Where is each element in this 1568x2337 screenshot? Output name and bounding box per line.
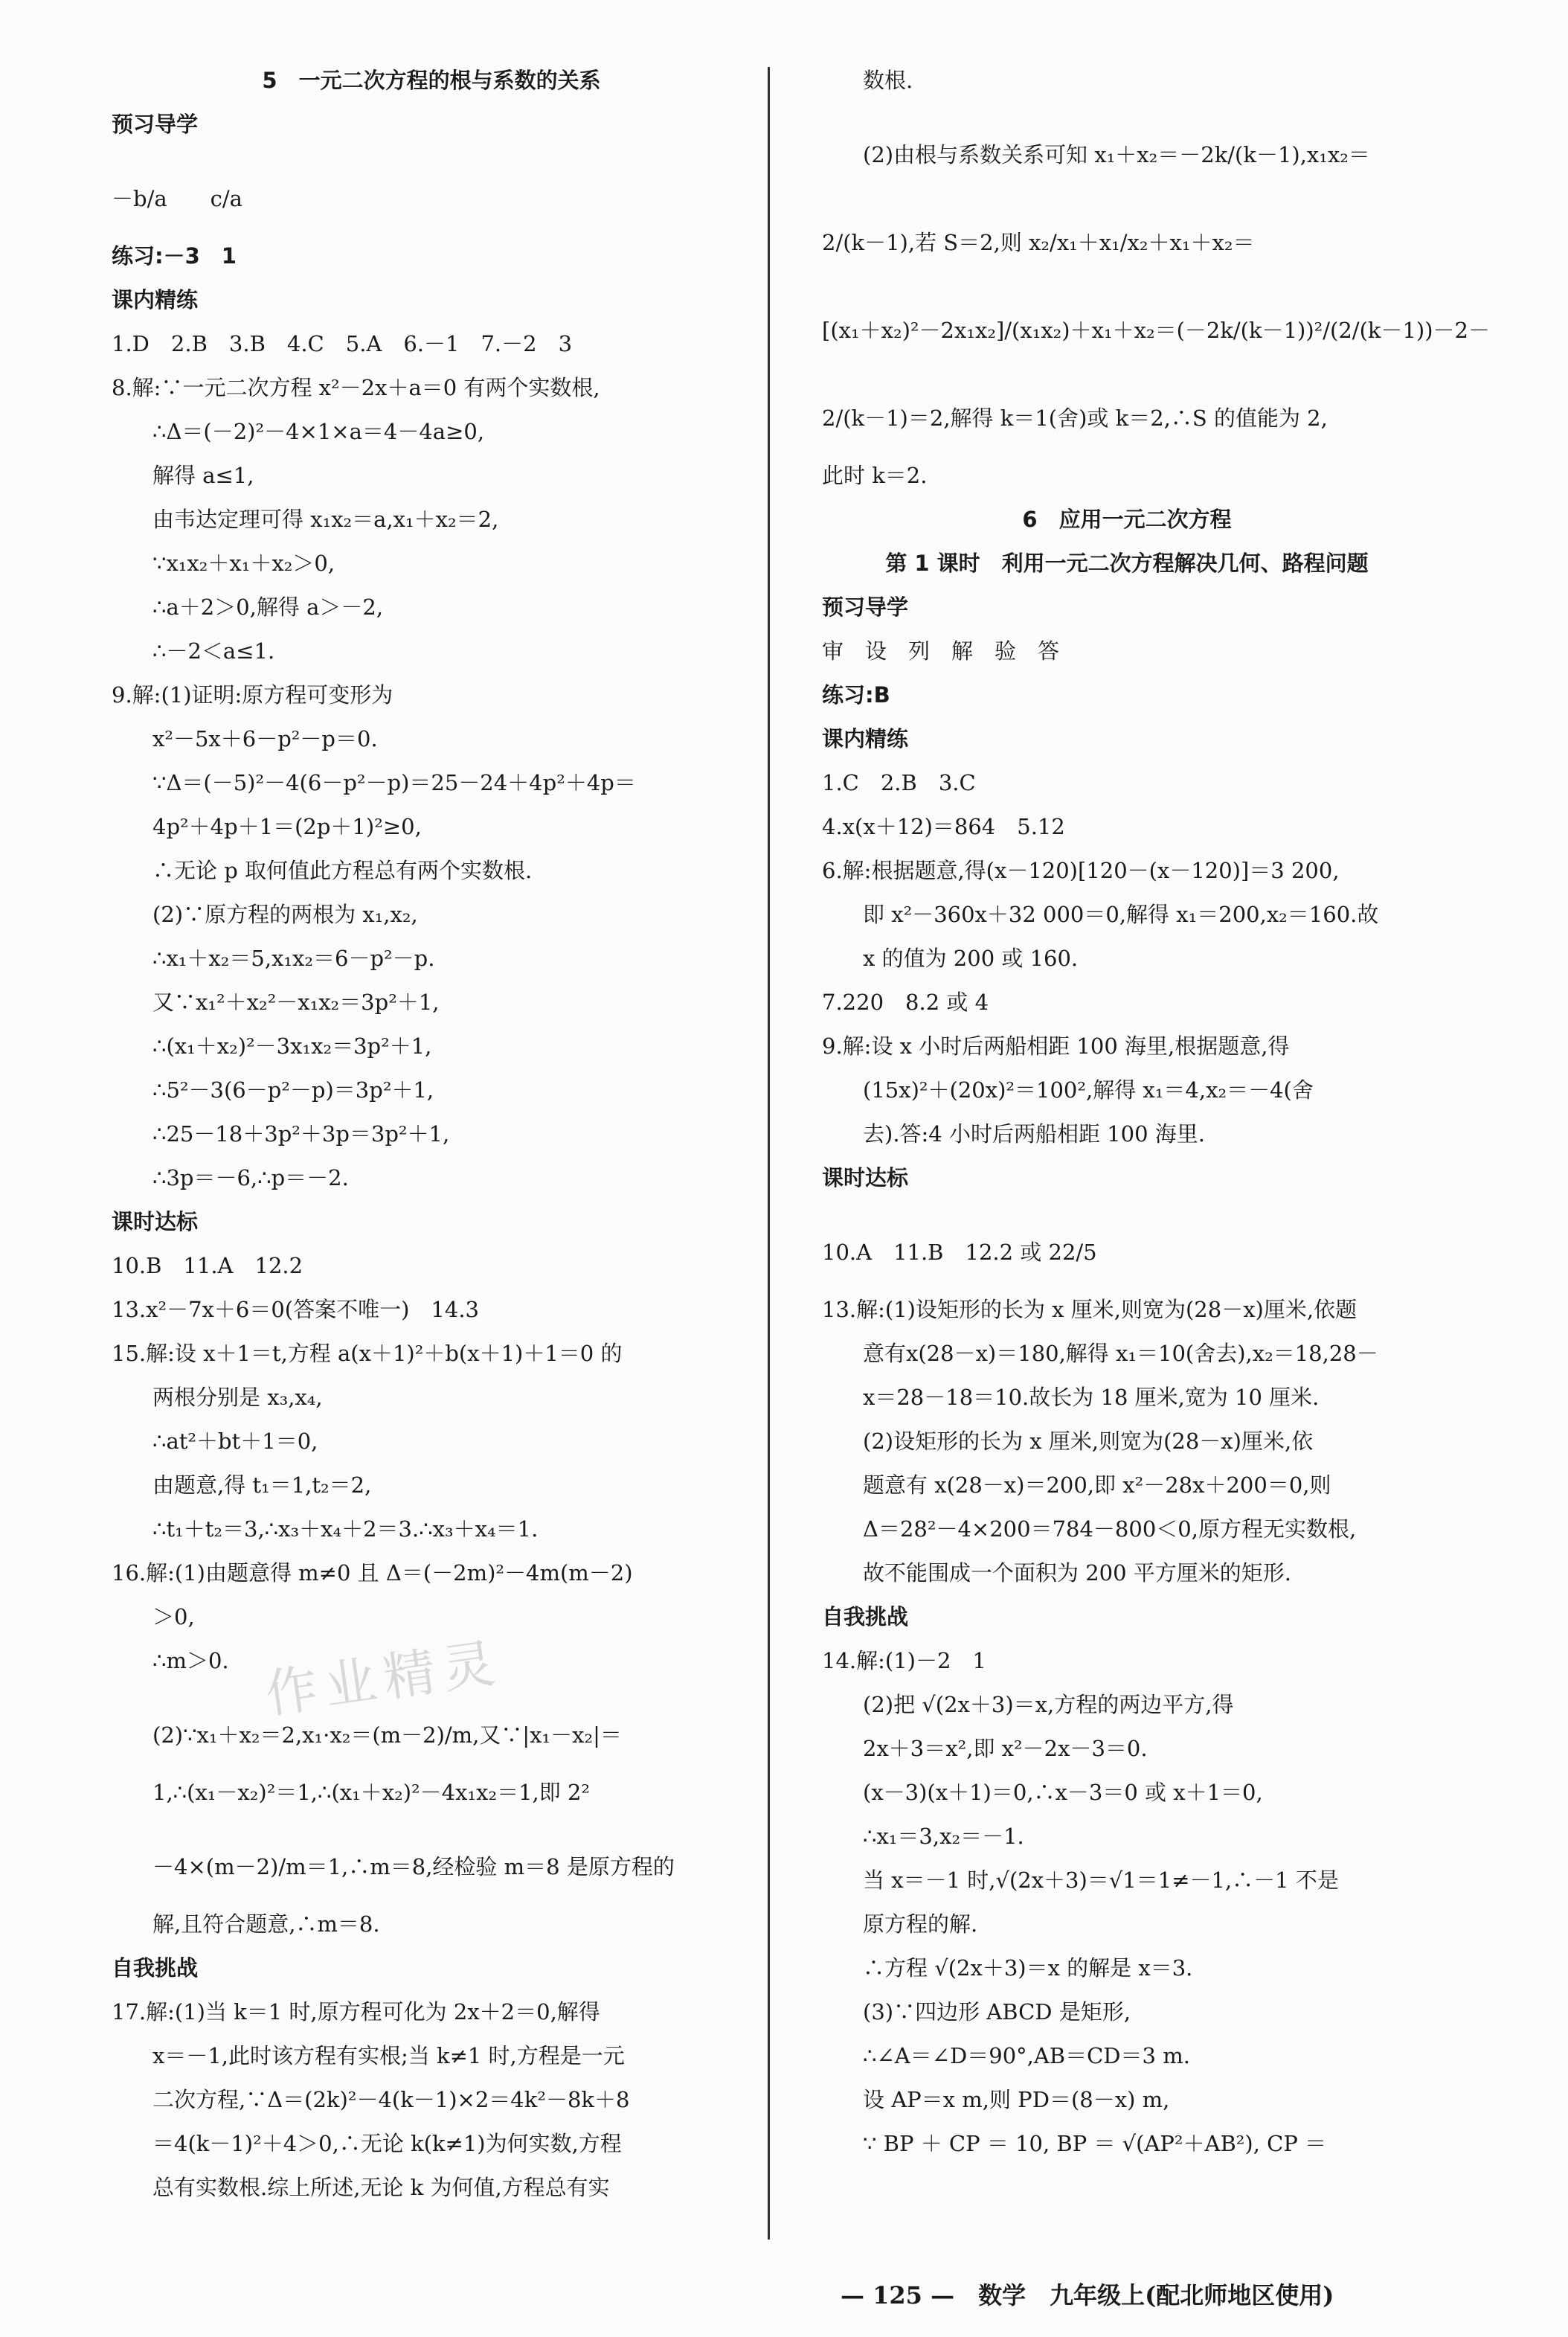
right-line: ∵ BP ＋ CP ＝ 10, BP ＝ √(AP²＋AB²), CP ＝ xyxy=(863,2131,1327,2156)
right-line: 7.220 8.2 或 4 xyxy=(822,990,989,1015)
right-line: 2/(k－1),若 S＝2,则 x₂/x₁＋x₁/x₂＋x₁＋x₂＝ xyxy=(822,230,1255,255)
left-line: ∴25－18＋3p²＋3p＝3p²＋1, xyxy=(152,1121,450,1147)
left-line: 1.D 2.B 3.B 4.C 5.A 6.－1 7.－2 3 xyxy=(112,331,573,356)
left-line: ∴3p＝－6,∴p＝－2. xyxy=(152,1165,349,1190)
left-line: －b/a c/a xyxy=(112,186,242,211)
page-footer: — 125 — 数学 九年级上(配北师地区使用) xyxy=(841,2281,1334,2309)
right-line: 9.解:设 x 小时后两船相距 100 海里,根据题意,得 xyxy=(822,1033,1290,1059)
left-line: 8.解:∵一元二次方程 x²－2x＋a＝0 有两个实数根, xyxy=(112,375,600,400)
left-line: 总有实数根.综上所述,无论 k 为何值,方程总有实 xyxy=(152,2175,610,2200)
left-line: ∴m＞0. xyxy=(152,1648,229,1673)
left-line: 17.解:(1)当 k＝1 时,原方程可化为 2x＋2＝0,解得 xyxy=(112,1999,600,2025)
right-line: 数根. xyxy=(863,68,913,93)
left-line: 练习:－3 1 xyxy=(112,243,237,269)
left-line: 16.解:(1)由题意得 m≠0 且 Δ＝(－2m)²－4m(m－2) xyxy=(112,1560,633,1586)
right-line: 课内精练 xyxy=(822,726,909,751)
right-line: Δ＝28²－4×200＝784－800＜0,原方程无实数根, xyxy=(863,1516,1357,1542)
right-line: 练习:B xyxy=(822,682,890,708)
right-line: 13.解:(1)设矩形的长为 x 厘米,则宽为(28－x)厘米,依题 xyxy=(822,1297,1357,1322)
left-line: ∴at²＋bt＋1＝0, xyxy=(152,1429,318,1454)
left-line: ∴－2＜a≤1. xyxy=(152,638,275,664)
left-line: ∴t₁＋t₂＝3,∴x₃＋x₄＋2＝3.∴x₃＋x₄＝1. xyxy=(152,1516,539,1542)
right-line: (2)由根与系数关系可知 x₁＋x₂＝－2k/(k－1),x₁x₂＝ xyxy=(863,142,1370,167)
right-line: 2/(k－1)＝2,解得 k＝1(舍)或 k＝2,∴S 的值能为 2, xyxy=(822,405,1328,431)
left-line: (2)∵x₁＋x₂＝2,x₁·x₂＝(m－2)/m,又∵|x₁－x₂|＝ xyxy=(152,1722,622,1748)
left-line: 又∵x₁²＋x₂²－x₁x₂＝3p²＋1, xyxy=(152,990,440,1015)
right-line: 审 设 列 解 验 答 xyxy=(822,638,1060,664)
left-column xyxy=(112,67,751,2218)
left-line: 课时达标 xyxy=(112,1209,199,1234)
right-line: 题意有 x(28－x)＝200,即 x²－28x＋200＝0,则 xyxy=(863,1472,1331,1498)
left-line: ∴a＋2＞0,解得 a＞－2, xyxy=(152,594,384,620)
right-line: 第 1 课时 利用一元二次方程解决几何、路程问题 xyxy=(885,551,1369,576)
left-line: ∴x₁＋x₂＝5,x₁x₂＝6－p²－p. xyxy=(152,946,435,971)
left-line: 预习导学 xyxy=(112,112,199,137)
right-line: x 的值为 200 或 160. xyxy=(863,946,1079,971)
right-line: 意有x(28－x)＝180,解得 x₁＝10(舍去),x₂＝18,28－ xyxy=(863,1341,1378,1366)
right-line: x＝28－18＝10.故长为 18 厘米,宽为 10 厘米. xyxy=(863,1385,1320,1410)
right-line: 故不能围成一个面积为 200 平方厘米的矩形. xyxy=(863,1560,1292,1586)
right-line: 4.x(x＋12)＝864 5.12 xyxy=(822,814,1065,839)
left-line: 解,且符合题意,∴m＝8. xyxy=(152,1911,380,1937)
left-line: ∴无论 p 取何值此方程总有两个实数根. xyxy=(152,858,533,883)
left-line: x²－5x＋6－p²－p＝0. xyxy=(152,726,378,751)
left-line: 13.x²－7x＋6＝0(答案不唯一) 14.3 xyxy=(112,1297,480,1322)
right-line: ∴方程 √(2x＋3)＝x 的解是 x＝3. xyxy=(863,1955,1193,1981)
left-line: 由题意,得 t₁＝1,t₂＝2, xyxy=(152,1472,372,1498)
left-line: 由韦达定理可得 x₁x₂＝a,x₁＋x₂＝2, xyxy=(152,507,499,532)
left-line: 解得 a≤1, xyxy=(152,463,254,488)
right-line: 14.解:(1)－2 1 xyxy=(822,1648,986,1673)
right-line: 10.A 11.B 12.2 或 22/5 xyxy=(822,1240,1097,1265)
left-line: 10.B 11.A 12.2 xyxy=(112,1253,303,1278)
left-line: 课内精练 xyxy=(112,287,199,312)
right-line: ∴∠A＝∠D＝90°,AB＝CD＝3 m. xyxy=(863,2043,1190,2068)
left-line: ∴Δ＝(－2)²－4×1×a＝4－4a≥0, xyxy=(152,419,485,444)
right-line: 此时 k＝2. xyxy=(822,463,928,488)
left-line: x＝－1,此时该方程有实根;当 k≠1 时,方程是一元 xyxy=(152,2043,625,2068)
right-line: ∴x₁＝3,x₂＝－1. xyxy=(863,1824,1024,1849)
right-column xyxy=(822,67,1490,2174)
right-line: 6.解:根据题意,得(x－120)[120－(x－120)]＝3 200, xyxy=(822,858,1340,883)
right-line: (2)设矩形的长为 x 厘米,则宽为(28－x)厘米,依 xyxy=(863,1429,1314,1454)
right-line: 6 应用一元二次方程 xyxy=(1022,507,1232,532)
left-line: ∵x₁x₂＋x₁＋x₂＞0, xyxy=(152,551,335,576)
right-line: (x－3)(x＋1)＝0,∴x－3＝0 或 x＋1＝0, xyxy=(863,1780,1263,1805)
right-line: 设 AP＝x m,则 PD＝(8－x) m, xyxy=(863,2087,1170,2112)
left-line: 二次方程,∵Δ＝(2k)²－4(k－1)×2＝4k²－8k＋8 xyxy=(152,2087,630,2112)
left-line: (2)∵原方程的两根为 x₁,x₂, xyxy=(152,902,418,927)
right-line: 原方程的解. xyxy=(863,1911,978,1937)
right-line: 1.C 2.B 3.C xyxy=(822,770,976,795)
right-line: 2x＋3＝x²,即 x²－2x－3＝0. xyxy=(863,1736,1148,1761)
left-line: ＝4(k－1)²＋4＞0,∴无论 k(k≠1)为何实数,方程 xyxy=(152,2131,622,2156)
right-line: (2)把 √(2x＋3)＝x,方程的两边平方,得 xyxy=(863,1692,1234,1717)
left-line: ∴(x₁＋x₂)²－3x₁x₂＝3p²＋1, xyxy=(152,1033,432,1059)
right-line: (3)∵四边形 ABCD 是矩形, xyxy=(863,1999,1131,2025)
right-line: 自我挑战 xyxy=(822,1604,909,1629)
right-line: 去).答:4 小时后两船相距 100 海里. xyxy=(863,1121,1205,1147)
left-line: ∴5²－3(6－p²－p)＝3p²＋1, xyxy=(152,1077,434,1103)
right-line: [(x₁＋x₂)²－2x₁x₂]/(x₁x₂)＋x₁＋x₂＝(－2k/(k－1))²/(2/(k－1))－2－ xyxy=(822,318,1490,343)
left-line: 自我挑战 xyxy=(112,1955,199,1981)
left-line: －4×(m－2)/m＝1,∴m＝8,经检验 m＝8 是原方程的 xyxy=(152,1854,675,1879)
right-line: 预习导学 xyxy=(822,594,909,620)
right-line: 当 x＝－1 时,√(2x＋3)＝√1＝1≠－1,∴－1 不是 xyxy=(863,1868,1339,1893)
right-line: 课时达标 xyxy=(822,1165,909,1190)
left-line: 1,∴(x₁－x₂)²＝1,∴(x₁＋x₂)²－4x₁x₂＝1,即 2² xyxy=(152,1780,591,1805)
left-line: 5 一元二次方程的根与系数的关系 xyxy=(262,68,601,93)
right-line: (15x)²＋(20x)²＝100²,解得 x₁＝4,x₂＝－4(舍 xyxy=(863,1077,1314,1103)
right-line: 即 x²－360x＋32 000＝0,解得 x₁＝200,x₂＝160.故 xyxy=(863,902,1379,927)
left-line: 两根分别是 x₃,x₄, xyxy=(152,1385,323,1410)
left-line: ∵Δ＝(－5)²－4(6－p²－p)＝25－24＋4p²＋4p＝ xyxy=(152,770,636,795)
left-line: 4p²＋4p＋1＝(2p＋1)²≥0, xyxy=(152,814,422,839)
left-line: ＞0, xyxy=(152,1604,195,1629)
left-line: 15.解:设 x＋1＝t,方程 a(x＋1)²＋b(x＋1)＋1＝0 的 xyxy=(112,1341,623,1366)
column-divider xyxy=(768,67,770,2240)
watermark: 作业精灵 xyxy=(261,1632,506,1725)
left-line: 9.解:(1)证明:原方程可变形为 xyxy=(112,682,393,708)
